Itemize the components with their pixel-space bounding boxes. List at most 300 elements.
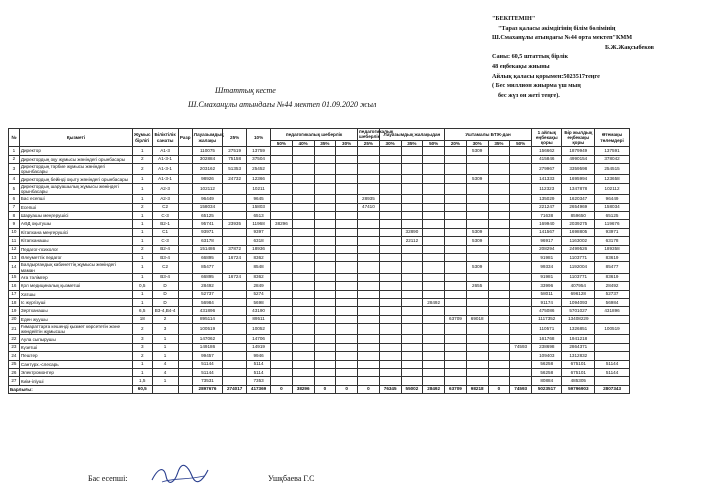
allowance-cell [336,324,358,335]
annual-cell: 4990154 [562,155,595,163]
allowance-cell: 28492 [423,385,445,393]
salary-cell: 431896 [192,307,222,315]
allowance-cell [488,183,510,194]
approval-title: "БЕКІТЕМІН" [492,15,536,22]
allowance-cell [314,183,336,194]
allowance-cell [358,237,380,245]
grade-cell [178,315,192,323]
allowance-cell [488,282,510,290]
allowance-cell [314,228,336,236]
grade-cell [178,377,192,385]
allowance-cell [336,360,358,368]
allowance-cell [379,203,401,211]
table-row [9,290,630,298]
paid-cell: 65125 [595,211,630,219]
header-sub: 25% [358,140,380,146]
monthly-cell: 112323 [532,183,562,194]
allowance-cell [510,211,532,219]
position-cell: Директордың бейінді оқыту жөніндегі орынбасары [19,175,132,183]
pct25-cell: 16724 [223,273,247,281]
allowance-cell: 38296 [292,385,314,393]
header-sub: 50% [510,140,532,146]
units-cell: 3 [132,335,152,343]
row-number-cell: 15 [9,273,20,281]
table-row [9,237,630,245]
allowance-cell [336,245,358,253]
salary-cell: 93971 [192,228,222,236]
paid-cell: 431896 [595,307,630,315]
allowance-cell [401,290,423,298]
row-number-cell: 23 [9,343,20,351]
allowance-cell [488,324,510,335]
allowance-cell: 76345 [379,385,401,393]
allowance-cell [423,262,445,273]
allowance-cell [423,203,445,211]
grade-cell [178,262,192,273]
monthly-cell: 71638 [532,211,562,219]
allowance-cell [379,324,401,335]
allowance-cell [510,352,532,360]
salary-cell: 110075 [192,147,222,155]
units-cell: 1 [132,273,152,281]
allowance-cell [358,324,380,335]
pct25-cell: 24732 [223,175,247,183]
monthly-cell: 91981 [532,253,562,261]
allowance-cell [358,262,380,273]
staff-table [8,128,630,394]
allowance-cell [401,377,423,385]
allowance-cell [401,369,423,377]
allowance-cell [401,175,423,183]
allowance-cell: 74593 [510,343,532,351]
position-cell: Қол медициналық қызметші [19,282,132,290]
pct10-cell: 6513 [247,211,271,219]
grade-cell [178,273,192,281]
salary-cell: 51144 [192,369,222,377]
allowance-cell: 2655 [466,282,488,290]
pct10-cell: 5274 [247,290,271,298]
allowance-cell [314,203,336,211]
allowance-cell [379,343,401,351]
allowance-cell [488,377,510,385]
header-sub: 30% [336,140,358,146]
allowance-cell [466,335,488,343]
annual-cell: 5701027 [562,307,595,315]
grade-cell [178,147,192,155]
allowance-cell [379,377,401,385]
allowance-cell [401,147,423,155]
salary-cell: 102112 [192,183,222,194]
table-row [9,377,630,385]
allowance-cell [271,245,293,253]
allowance-cell [271,183,293,194]
units-cell: 1 [132,228,152,236]
allowance-cell [510,273,532,281]
header-qual-group: Лауазымдық жалақыдан [379,129,444,141]
units-cell: 1 [132,360,152,368]
table-row [9,155,630,163]
allowance-cell [292,245,314,253]
pct25-cell: 23935 [223,220,247,228]
position-cell: Сантүрх.-слесарь [19,360,132,368]
position-cell: Есепші [19,203,132,211]
allowance-cell [401,315,423,323]
allowance-cell [379,237,401,245]
allowance-cell [401,335,423,343]
units-cell: 2 [132,203,152,211]
allowance-cell [379,290,401,298]
pct25-cell [223,282,247,290]
allowance-cell [445,175,467,183]
allowance-cell [466,164,488,175]
category-cell: А1-3-1 [152,164,178,175]
allowance-cell [445,343,467,351]
row-number-cell: 4 [9,175,20,183]
row-number-cell: 10 [9,228,20,236]
table-row [9,315,630,323]
position-cell: Іс жүргізуші [19,298,132,306]
pct10-cell: 11968 [247,220,271,228]
total-row [9,385,630,393]
allowance-cell [379,369,401,377]
grade-cell [178,369,192,377]
allowance-cell [510,253,532,261]
allowance-cell [401,253,423,261]
annual-cell: 1347878 [562,183,595,194]
monthly-cell: 238698 [532,343,562,351]
allowance-cell [336,211,358,219]
row-number-cell: 14 [9,262,20,273]
allowance-cell [379,352,401,360]
allowance-cell [445,220,467,228]
allowance-cell [358,298,380,306]
allowance-cell [466,245,488,253]
row-number-cell: 5 [9,183,20,194]
allowance-cell [423,352,445,360]
salary-cell: 302884 [192,155,222,163]
allowance-cell [336,220,358,228]
paid-cell: 56984 [595,298,630,306]
salary-cell: 2897676 [192,385,222,393]
position-cell: Электромонтер [19,369,132,377]
units-cell: 60,5 [132,385,152,393]
allowance-cell [336,352,358,360]
allowance-cell [445,335,467,343]
allowance-cell [336,183,358,194]
pct10-cell: 8362 [247,273,271,281]
approval-line-3: Б.Ж.Жақсыбеков [604,43,654,51]
allowance-cell [292,195,314,203]
allowance-cell [271,352,293,360]
allowance-cell [510,335,532,343]
header-sub: 40% [292,140,314,146]
allowance-cell [445,237,467,245]
annual-cell: 2864371 [562,343,595,351]
signature-scribble [148,462,212,488]
pct25-cell [223,237,247,245]
allowance-cell: 63709 [445,385,467,393]
allowance-cell [336,164,358,175]
allowance-cell [358,228,380,236]
grade-cell [178,228,192,236]
allowance-cell [292,147,314,155]
allowance-cell [510,164,532,175]
position-cell: Пештер [19,352,132,360]
allowance-cell [423,360,445,368]
paid-cell: 83619 [595,253,630,261]
allowance-cell [401,352,423,360]
allowance-cell [423,253,445,261]
allowance-cell [336,307,358,315]
allowance-cell [271,253,293,261]
allowance-cell [379,228,401,236]
annual-cell: 407954 [562,282,595,290]
category-cell: 1 [152,352,178,360]
allowance-cell [488,307,510,315]
salary-cell: 28492 [192,282,222,290]
allowance-cell [271,343,293,351]
header-sub: 35% [488,140,510,146]
allowance-cell [314,335,336,343]
allowance-cell [488,253,510,261]
salary-cell: 56984 [192,298,222,306]
allowance-cell [401,273,423,281]
category-cell [152,385,178,393]
allowance-cell [510,307,532,315]
allowance-cell [271,175,293,183]
allowance-cell [314,211,336,219]
allowance-cell [379,164,401,175]
header-sub: 20% [445,140,467,146]
allowance-cell [401,245,423,253]
allowance-cell: 5309 [466,228,488,236]
header-ped2-group: педагогикалық шеберлік [359,129,394,140]
position-cell: Педагог-психолог [19,245,132,253]
pct10-cell: 18936 [247,245,271,253]
allowance-cell [358,369,380,377]
allowance-cell [510,324,532,335]
allowance-cell [445,282,467,290]
header-position: Қызметі [19,129,132,147]
allowance-cell: 98218 [466,385,488,393]
paid-cell: 83619 [595,273,630,281]
allowance-cell [358,307,380,315]
grade-cell [178,385,192,393]
allowance-cell [314,273,336,281]
salary-cell: 158034 [192,203,222,211]
pct10-cell: 37504 [247,155,271,163]
header-units: Жұмыс бірлігі [132,129,152,147]
row-number-cell: 20 [9,315,20,323]
allowance-cell [271,195,293,203]
allowance-cell [271,155,293,163]
header-sub: 35% [401,140,423,146]
allowance-cell [292,203,314,211]
allowance-cell [488,175,510,183]
salary-cell: 147062 [192,335,222,343]
annual-cell: 1103771 [562,273,595,281]
allowance-cell [336,377,358,385]
allowance-cell [466,290,488,298]
pct10-cell: 43190 [247,307,271,315]
table-row [9,335,630,343]
allowance-cell [445,262,467,273]
monthly-cell: 5023517 [532,385,562,393]
category-cell: 3 [152,324,178,335]
salary-cell: 85477 [192,262,222,273]
pct25-cell [223,324,247,335]
allowance-cell [488,273,510,281]
salary-cell: 66895 [192,253,222,261]
row-number-cell: 25 [9,360,20,368]
allowance-cell [292,228,314,236]
approval-line-4: Саны: 60,5 штаттық бірлік [492,53,569,61]
pct10-cell: 10052 [247,324,271,335]
allowance-cell [358,175,380,183]
units-cell: 1 [132,211,152,219]
salary-cell: 73531 [192,377,222,385]
allowance-cell [271,290,293,298]
table-row [9,164,630,175]
allowance-cell [423,343,445,351]
position-cell: Күзетші [19,343,132,351]
paid-cell: 102112 [595,183,630,194]
pct25-cell [223,183,247,194]
allowance-cell [292,262,314,273]
position-cell: Балдырғандық кабинеттің жұмысы жөніндегі маман [19,262,132,273]
row-number-cell: 21 [9,324,20,335]
allowance-cell [292,335,314,343]
allowance-cell [292,352,314,360]
salary-cell: 96449 [192,195,222,203]
allowance-cell [271,147,293,155]
allowance-cell: 0 [336,385,358,393]
paid-cell: 254515 [595,164,630,175]
salary-cell: 203162 [192,164,222,175]
position-cell: Киім-іліуші [19,377,132,385]
allowance-cell [445,290,467,298]
allowance-cell [292,298,314,306]
allowance-cell [445,155,467,163]
table-row [9,324,630,335]
pct10-cell: 2849 [247,282,271,290]
units-cell: 1 [132,183,152,194]
approval-line-5: 48 еңбекақы жиыны [492,62,550,70]
table-row [9,195,630,203]
units-cell: 18 [132,315,152,323]
category-cell: А1-3-1 [152,155,178,163]
pct10-cell: 9397 [247,228,271,236]
category-cell: D [152,282,178,290]
allowance-cell [314,315,336,323]
table-row [9,147,630,155]
row-number-cell: 2 [9,155,20,163]
document-title: Штаттық кесте [215,86,276,95]
allowance-cell: 47410 [358,203,380,211]
allowance-cell: 5309 [466,175,488,183]
allowance-cell [379,282,401,290]
salary-cell: 895114 [192,315,222,323]
annual-cell: 1695994 [562,175,595,183]
monthly-cell: 141567 [532,228,562,236]
allowance-cell [466,203,488,211]
position-cell: Әлеуметтік педагог [19,253,132,261]
allowance-cell [401,203,423,211]
allowance-cell [466,377,488,385]
allowance-cell [292,237,314,245]
allowance-cell [401,298,423,306]
allowance-cell [358,282,380,290]
allowance-cell [314,147,336,155]
grade-cell [178,360,192,368]
allowance-cell: 38296 [271,220,293,228]
row-number-cell: 11 [9,237,20,245]
allowance-cell [423,147,445,155]
allowance-cell [314,307,336,315]
approval-line-7: ( Бес миллион жиырма үш мың [492,82,581,90]
pct25-cell [223,369,247,377]
allowance-cell [423,335,445,343]
table-row [9,282,630,290]
paid-cell: 137591 [595,147,630,155]
grade-cell [178,164,192,175]
allowance-cell [488,352,510,360]
table-row [9,343,630,351]
category-cell: D [152,298,178,306]
row-number-cell: 3 [9,164,20,175]
salary-cell: 149186 [192,343,222,351]
allowance-cell [379,220,401,228]
grade-cell [178,195,192,203]
allowance-cell [423,237,445,245]
pct10-cell: 5698 [247,298,271,306]
allowance-cell [336,175,358,183]
category-cell: С1 [152,228,178,236]
monthly-cell: 208294 [532,245,562,253]
allowance-cell [466,195,488,203]
allowance-cell [271,262,293,273]
row-number-cell: 9 [9,220,20,228]
annual-cell: 1879949 [562,147,595,155]
allowance-cell [358,253,380,261]
pct25-cell [223,343,247,351]
category-cell: В2-4 [152,245,178,253]
category-cell: С2 [152,262,178,273]
header-sub: 50% [423,140,445,146]
allowance-cell [510,220,532,228]
allowance-cell [510,147,532,155]
units-cell: 1 [132,262,152,273]
grade-cell [178,324,192,335]
salary-cell: 51144 [192,360,222,368]
paid-cell: 158034 [595,203,630,211]
units-cell: 1 [132,175,152,183]
allowance-cell [271,228,293,236]
pct25-cell [223,298,247,306]
signer-name: Ушқбаева Г.С [268,474,315,483]
allowance-cell [314,237,336,245]
monthly-cell: 91174 [532,298,562,306]
salary-cell: 66895 [192,273,222,281]
units-cell: 2 [132,352,152,360]
allowance-cell [466,343,488,351]
grade-cell [178,211,192,219]
allowance-cell [271,237,293,245]
allowance-cell: 55002 [401,385,423,393]
pct10-cell: 25452 [247,164,271,175]
allowance-cell [358,211,380,219]
allowance-cell [510,203,532,211]
